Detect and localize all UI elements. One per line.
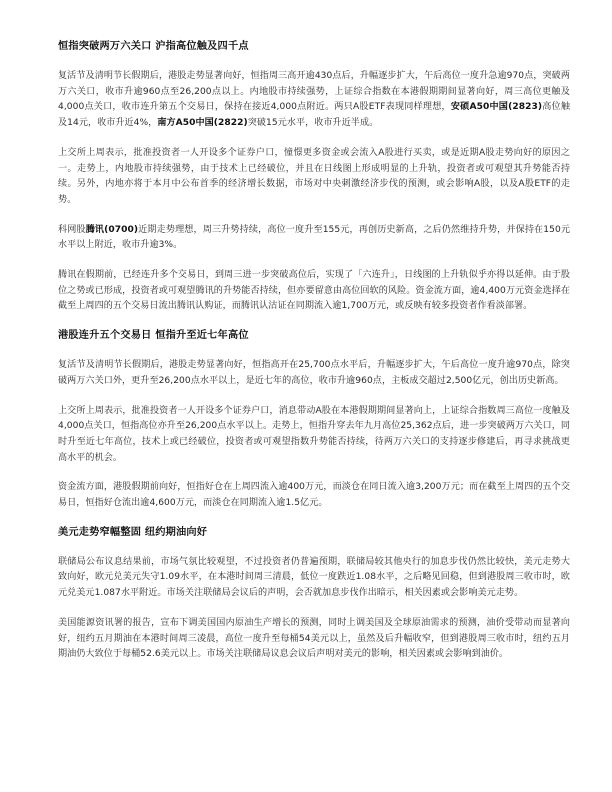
text-run: 高位触及14元，收市升近4%， [58, 102, 570, 129]
ticker-name: 安硕A50中国(2823) [450, 102, 543, 113]
section-heading: 港股连升五个交易日 恒指升至近七年高位 [58, 330, 249, 342]
section-heading: 恒指突破两万六关口 沪指高位触及四千点 [58, 41, 249, 52]
paragraph [58, 358, 570, 389]
paragraph [58, 616, 570, 663]
ticker-name: 南方A50中国(2822) [157, 118, 248, 129]
paragraph [58, 69, 570, 132]
section-hk-stocks [58, 329, 570, 512]
text-run: 上交所上周表示，批准投资者一人开设多个证券户口，消息带动A股在本港假期期间显著向上，上证综合指数周三高位一度触及4,000点关口，恒指高位亦升至26,200点水平以上。走势上，恒指升穿去年九月高位25,362点后，进一步突破两万六关口，同时升至近七年高位，技术上或已经破位，投资者或可观望指数升势能否持续，待两万六关口的支持逐步修建后，再寻求挑战更高水平的机会。 [58, 405, 570, 463]
ticker-name: 腾讯(0700) [85, 224, 139, 235]
text-run: 上交所上周表示，批准投资者一人开设多个证券户口，憧憬更多资金或会流入A股进行买卖，或是近期A股走势向好的原因之一。走势上，内地股市持续强势，由于技术上已经破位，并且在日线图上形成明显的上升轨，投资者或可观望其升势能否持续。另外，内地亦将于本月中公布首季的经济增长数据，市场对中央刺激经济步伐的预测，或会影响A股，以及A股ETF的走势。 [58, 147, 570, 205]
paragraph [58, 480, 570, 511]
text-run: 近期走势理想，周三升势持续，高位一度升至155元，再创历史新高，之后仍然维持升势，并保持在150元水平以上附近，收市升逾3%。 [58, 224, 571, 251]
section-hsi [58, 40, 570, 315]
paragraph [58, 404, 570, 467]
section-heading: 美元走势窄幅整固 纽约期油向好 [58, 526, 208, 538]
text-run: 腾讯在假期前，已经连升多个交易日，到周三进一步突破高位后，实现了「六连升」，日线图的上升轨似乎亦得以延伸。由于股位之势或已形成，投资者或可观望腾讯的升势能否持续，但亦要留意由高位回软的风险。资金流方面，逾4,400万元资金选择在截至上周四的五个交易日流出腾讯认购证，而腾讯认沽证在同期流入逾1,700万元，或反映有较多投资者作看淡部署。 [58, 270, 570, 312]
text-run: 复活节及清明节长假期后，港股走势显著向好，恒指高开在25,700点水平后，升幅逐步扩大，午后高位一度升逾970点，除突破两万六关口外，更升至26,200点水平以上，是近七年的高位，收市升逾960点，主板成交超过2,500亿元，创出历史新高。 [58, 360, 570, 386]
text-run: 联储局公布议息结果前，市场气氛比较观望，不过投资者仍普遍预期，联储局较其他央行的加息步伐仍然比较快，美元走势大致向好，欧元兑美元失守1.09水平，在本港时间周三清晨，低位一度跌近1.08水平，之后略见回稳，但到港股周三收市时，欧元兑美元1.087水平附近。市场关注联储局会议后的声明，会否就加息步伐作出暗示，相关因素或会影响美元走势。 [58, 556, 570, 599]
text-run: 资金流方面，港股假期前向好，恒指好仓在上周四流入逾400万元，而淡仓在同日流入逾3,200万元；而在截至上周四的五个交易日，恒指好仓流出逾4,600万元，而淡仓在同期流入逾1.5亿元。 [58, 482, 570, 509]
text-run: 复活节及清明节长假期后，港股走势显著向好，恒指周三高开逾430点后，升幅逐步扩大，午后高位一度升急逾970点，突破两万六关口，收市升逾960点至26,200点以上。内地股市持续强势，上证综合指数在本港假期期间显著向好，周三高位更触及4,000点关口，收市连升第五个交易日，保持在接近4,000点附近。两只A股ETF表现同样理想， [58, 71, 570, 113]
text-run: 美国能源资讯署的报告，宣布下调美国国内原油生产增长的预测，同时上调美国及全球原油需求的预测，油价受带动而显著向好，纽约五月期油在本港时间周三凌晨，高位一度升至每桶54美元以上，虽然及后升幅收窄，但到港股周三收市时，纽约五月期油仍大致位于每桶52.6美元以上。市场关注联储局议息会议后声明对美元的影响，相关因素或会影响到油价。 [58, 617, 570, 660]
document-page [58, 40, 570, 677]
text-run: 科网股 [58, 224, 86, 235]
paragraph [58, 555, 570, 602]
paragraph [58, 223, 570, 254]
text-run: 突破15元水平，收市升近半成。 [247, 118, 379, 129]
paragraph [58, 146, 570, 209]
section-usd-oil [58, 526, 570, 663]
paragraph [58, 268, 570, 315]
